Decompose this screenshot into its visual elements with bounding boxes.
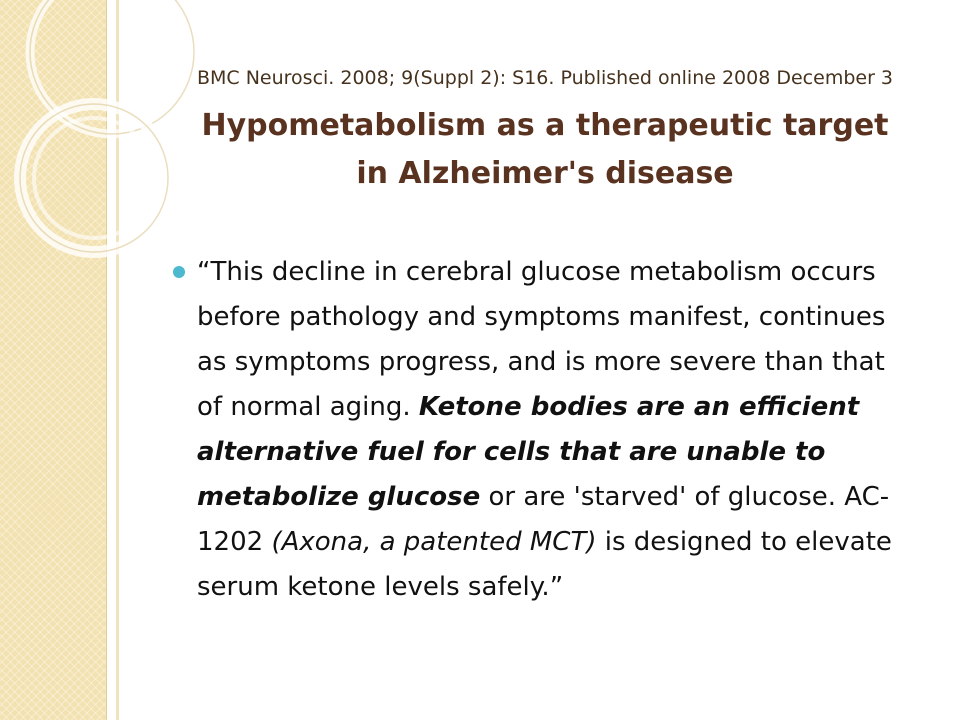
quote-text [197, 250, 917, 610]
quote-text-middle: or are 'starved' of glucose. AC-1202 [197, 482, 890, 557]
quote-text-product-note: (Axona, a patented MCT) [271, 527, 597, 557]
decorative-vertical-rule [116, 0, 119, 720]
quote-text-intro: “This decline in cerebral glucose metabolism occurs before pathology and symptoms manifest, continues as symptoms progress, and is more severe than that of normal aging. [197, 257, 886, 422]
slide-title-line-2: in Alzheimer's disease [356, 156, 734, 191]
quote-text-ending: is designed to elevate serum ketone levels safely.” [197, 527, 892, 602]
slide-title-line-1: Hypometabolism as a therapeutic target [201, 108, 889, 143]
quote-text-emphasis: Ketone bodies are an efficient alternative fuel for cells that are unable to metabolize glucose [197, 392, 860, 512]
citation-line: BMC Neurosci. 2008; 9(Suppl 2): S16. Published online 2008 December 3 [196, 67, 894, 89]
decorative-side-band [0, 0, 107, 720]
slide-title [140, 102, 950, 198]
bullet-dot-icon [173, 266, 185, 278]
